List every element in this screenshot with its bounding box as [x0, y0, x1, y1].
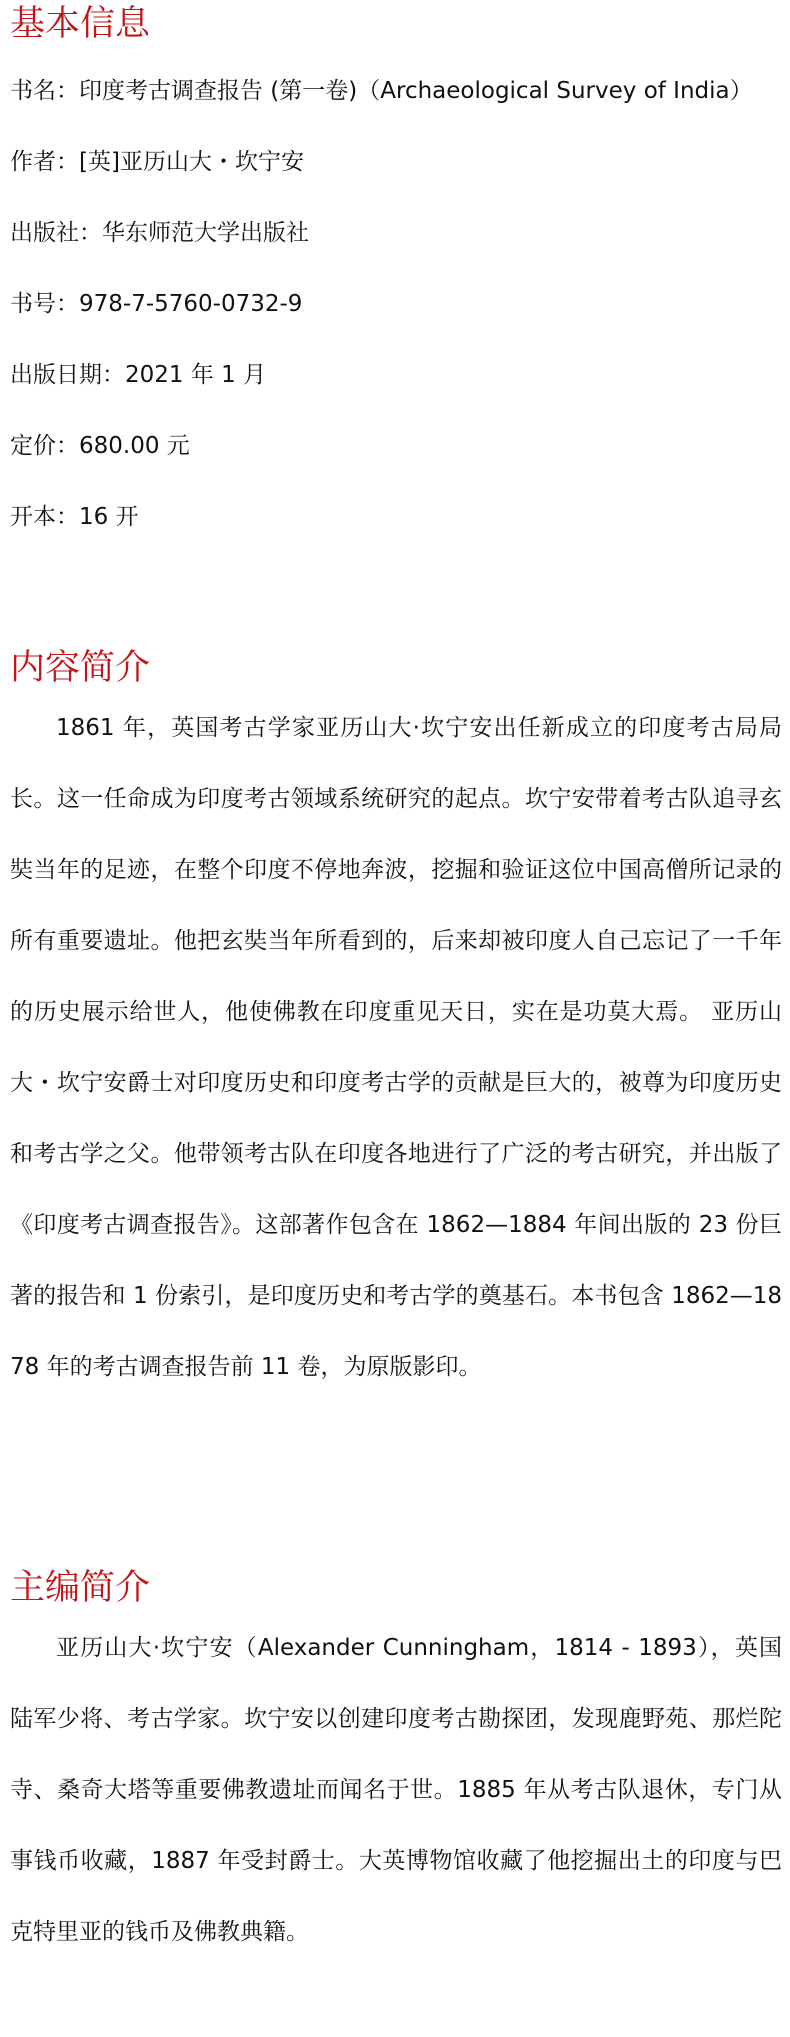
content-intro-section — [10, 646, 782, 1403]
editor-intro-heading: 主编简介 — [10, 1568, 151, 1608]
info-row-publisher: 出版社：华东师范大学出版社 — [10, 220, 309, 246]
info-row-format: 开本：16 开 — [10, 504, 139, 530]
info-row-publish-date: 出版日期：2021 年 1 月 — [10, 362, 267, 388]
content-intro-paragraph: 1861 年，英国考古学家亚历山大·坎宁安出任新成立的印度考古局局长。这一任命成为印度考古领域系统研究的起点。坎宁安带着考古队追寻玄奘当年的足迹，在整个印度不停地奔波，挖掘和验证这位中国高僧所记录的所有重要遗址。他把玄奘当年所看到的，后来却被印度人自己忘记了一千年的历史展示给世人，他使佛教在印度重见天日，实在是功莫大焉。 亚历山大・坎宁安爵士对印度历史和印度考古学的贡献是巨大的，被尊为印度历史和考古学之父。他带领考古队在印度各地进行了广泛的考古研究，并出版了《印度考古调查报告》。这部著作包含在 1862—1884 年间出版的 23 份巨著的报告和 1 份索引，是印度历史和考古学的奠基石。本书包含 1862—1878 年的考古调查报告前 11 卷，为原版影印。 — [10, 715, 782, 1380]
content-intro-heading: 内容简介 — [10, 648, 151, 688]
info-row-title: 书名：印度考古调查报告 (第一卷)（Archaeological Survey of India） — [10, 78, 753, 104]
basic-info-section — [10, 2, 753, 573]
basic-info-heading: 基本信息 — [10, 4, 151, 44]
basic-info-list — [10, 76, 753, 532]
info-row-author: 作者：[英]亚历山大・坎宁安 — [10, 149, 304, 175]
info-row-isbn: 书号：978-7-5760-0732-9 — [10, 291, 303, 317]
editor-intro-section — [10, 1566, 782, 1968]
info-row-price: 定价：680.00 元 — [10, 433, 190, 459]
editor-intro-paragraph: 亚历山大·坎宁安（Alexander Cunningham，1814 - 1893），英国陆军少将、考古学家。坎宁安以创建印度考古勘探团，发现鹿野苑、那烂陀寺、桑奇大塔等重要佛教遗址而闻名于世。1885 年从考古队退休，专门从事钱币收藏，1887 年受封爵士。大英博物馆收藏了他挖掘出土的印度与巴克特里亚的钱币及佛教典籍。 — [10, 1635, 782, 1945]
